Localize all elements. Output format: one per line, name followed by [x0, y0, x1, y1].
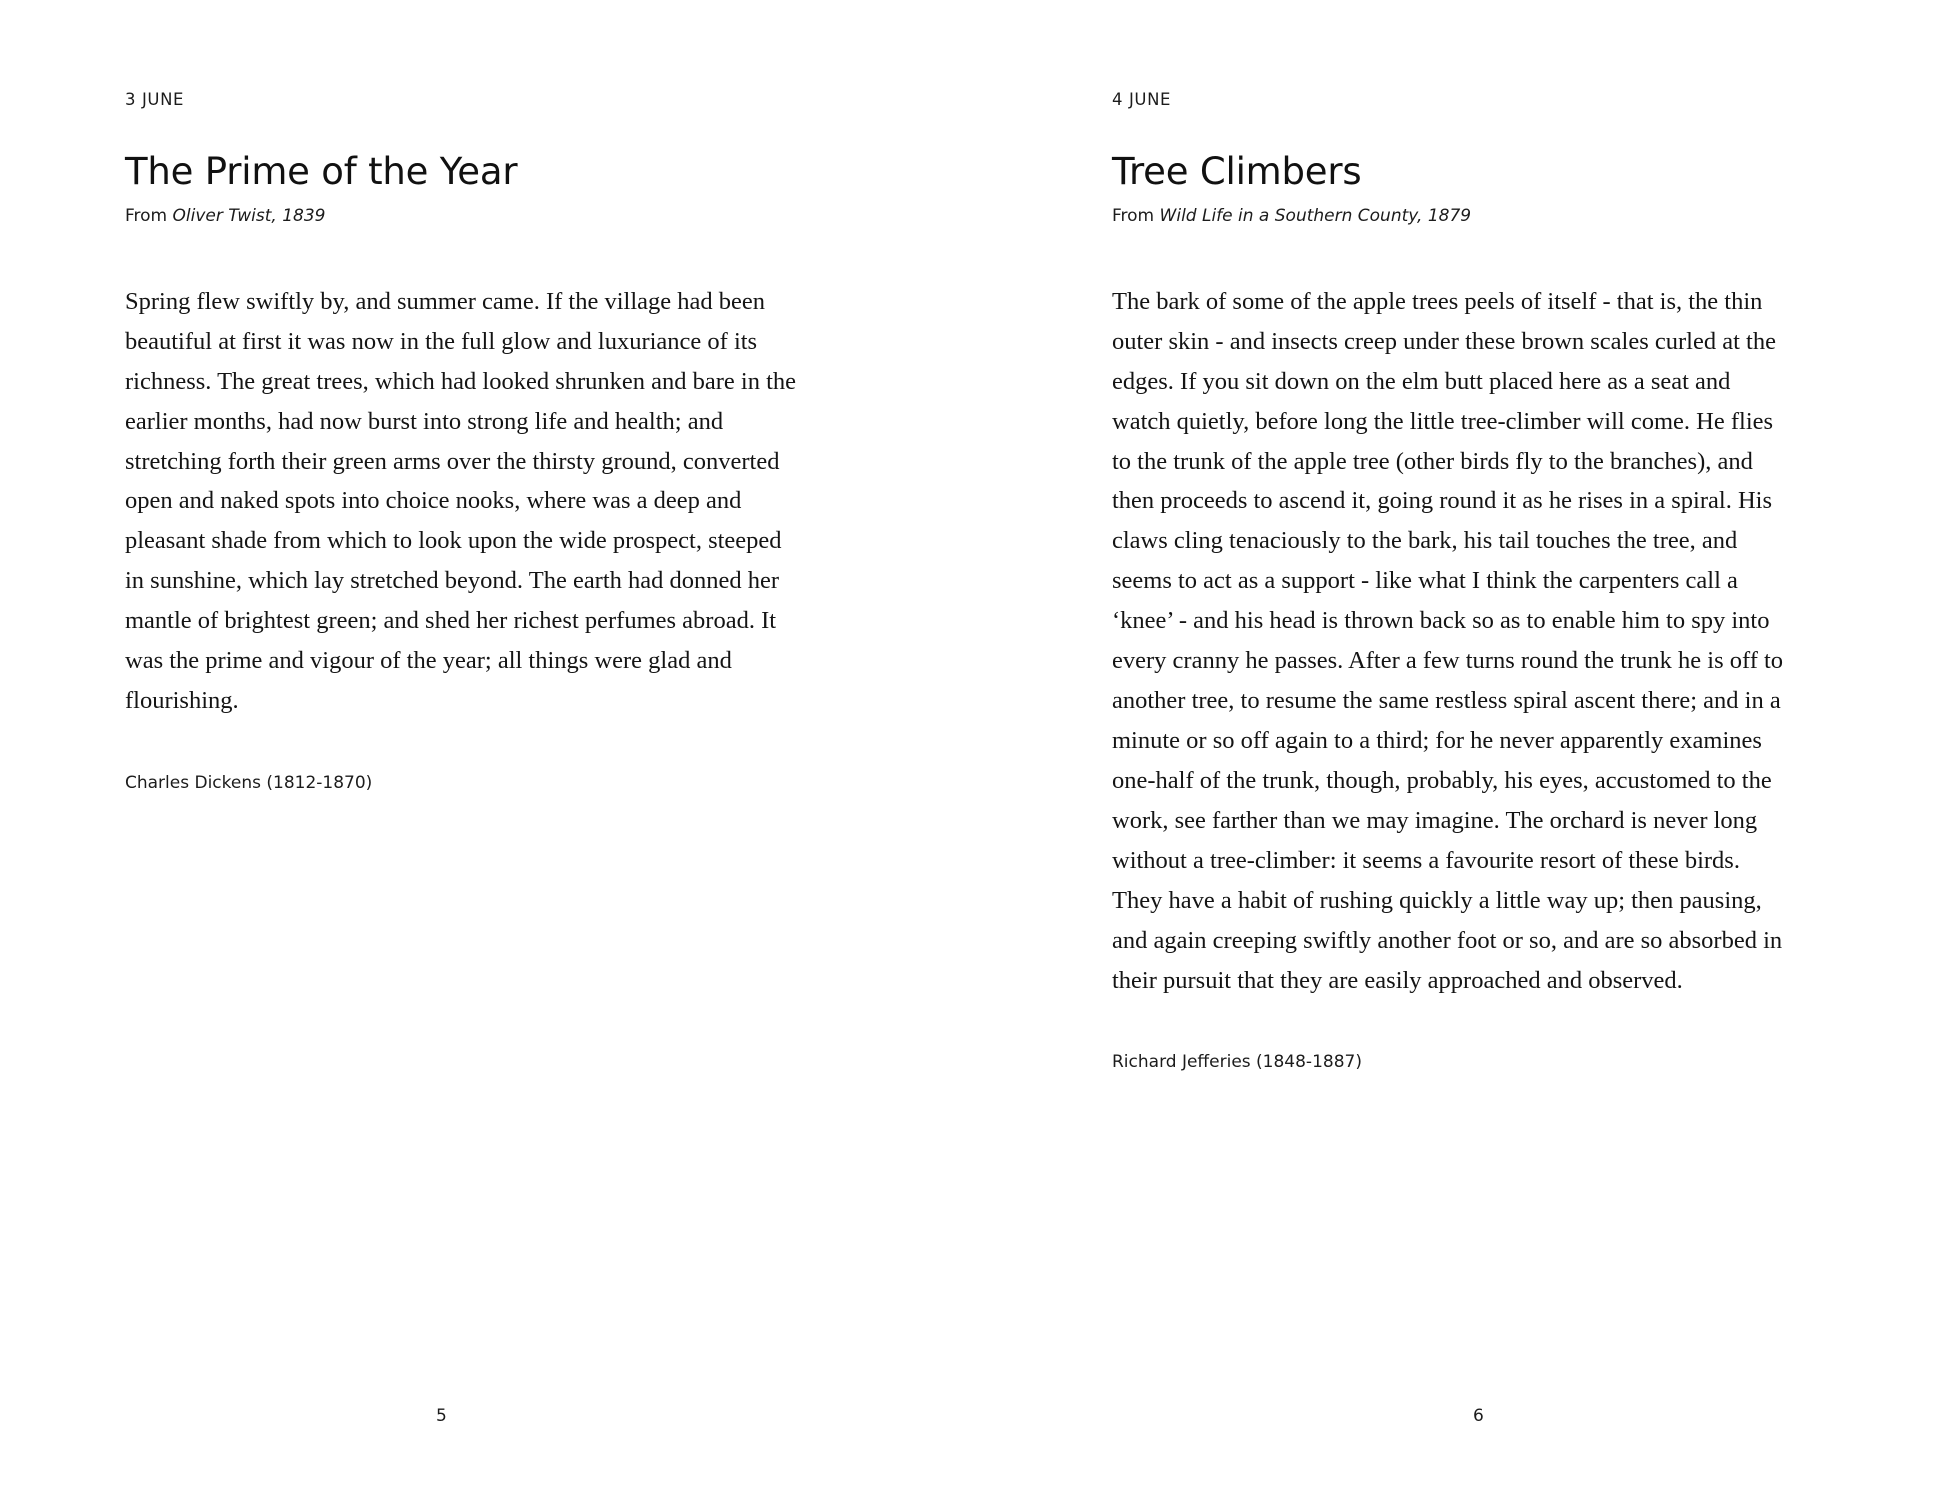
source-work-title: Oliver Twist, 1839 — [172, 205, 326, 226]
entry-title: Tree Climbers — [1112, 150, 1362, 193]
date-heading: 3 JUNE — [125, 90, 185, 109]
page-number: 6 — [1473, 1406, 1484, 1426]
author-attribution: Charles Dickens (1812-1870) — [125, 772, 373, 793]
source-attribution — [1112, 206, 1784, 226]
right-page — [973, 0, 1946, 1498]
body-text: Spring flew swiftly by, and summer came. If the village had been beautiful at first it was now in the full glow and luxuriance of its richness. The great trees, which had looked shrunken and bare in the earlier months, had now burst into strong life and health; and stretching forth their green arms over the thirsty ground, converted open and naked spots into choice nooks, where was a deep and pleasant shade from which to look upon the wide prospect, steeped in sunshine, which lay stretched beyond. The earth had donned her mantle of brightest green; and shed her richest perfumes abroad. It was the prime and vigour of the year; all things were glad and flourishing. — [125, 287, 797, 715]
source-prefix: From — [1112, 205, 1160, 226]
entry-title: The Prime of the Year — [125, 150, 518, 193]
author-attribution: Richard Jefferies (1848-1887) — [1112, 1052, 1362, 1073]
source-prefix: From — [125, 205, 173, 226]
date-heading: 4 JUNE — [1112, 90, 1172, 109]
left-page-content — [125, 90, 797, 793]
body-text: The bark of some of the apple trees peels of itself - that is, the thin outer skin - and insects creep under these brown scales curled at the edges. If you sit down on the elm butt placed here as a seat and watch quietly, before long the little tree-climber will come. He flies to the trunk of the apple tree (other birds fly to the branches), and then proceeds to ascend it, going round it as he rises in a spiral. His claws cling tenaciously to the bark, his tail touches the tree, and seems to act as a support - like what I think the carpenters call a ‘knee’ - and his head is thrown back so as to enable him to spy into every cranny he passes. After a few turns round the trunk he is off to another tree, to resume the same restless spiral ascent there; and in a minute or so off again to a third; for he never apparently examines one-half of the trunk, though, probably, his eyes, accustomed to the work, see farther than we may imagine. The orchard is never long without a tree-climber: it seems a favourite resort of these birds. They have a habit of rushing quickly a little way up; then pausing, and again creeping swiftly another foot or so, and are so absorbed in their pursuit that they are easily approached and observed. — [1112, 287, 1784, 994]
page-number: 5 — [436, 1406, 447, 1426]
source-work-title: Wild Life in a Southern County, 1879 — [1159, 205, 1472, 226]
source-attribution — [125, 206, 797, 226]
right-page-content — [1112, 90, 1784, 1072]
